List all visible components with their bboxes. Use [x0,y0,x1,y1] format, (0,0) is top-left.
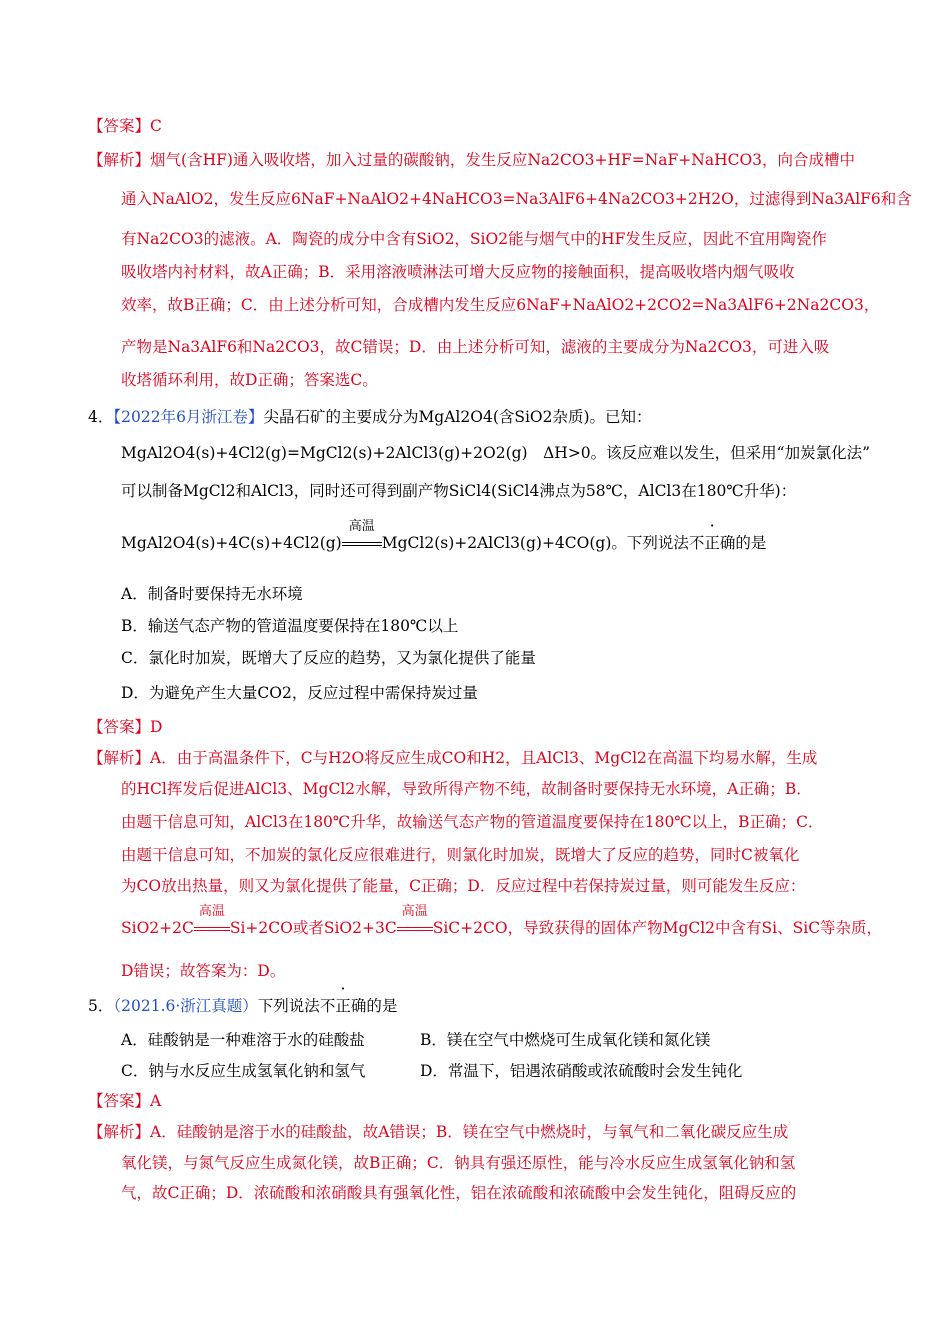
question-source: （2021.6·浙江真题） [113,997,258,1015]
emphasis-text: 不正确 [688,534,736,552]
q3-analysis-line: 产物是Na3AlF6和Na2CO3，故C错误；D．由上述分析可知，滤液的主要成分为Na2CO3，可进入吸 [121,338,830,356]
q5-option-b: B．镁在空气中燃烧可生成氧化镁和氮化镁 [420,1031,711,1049]
q4-equation-1: MgAl2O4(s)+4Cl2(g)=MgCl2(s)+2AlCl3(g)+2O2(g) ΔH>0。该反应难以发生，但采用“加炭氯化法” [121,444,871,462]
stem-end: 的是 [735,534,767,552]
q4-option-d: D．为避免产生大量CO2，反应过程中需保持炭过量 [121,684,478,702]
q4-stem [88,406,652,428]
q4-answer [88,716,162,738]
equation-left: MgAl2O4(s)+4C(s)+4Cl2(g) [121,534,342,552]
reaction-condition [397,904,433,939]
q3-analysis-line: 通入NaAlO2，发生反应6NaF+NaAlO2+4NaHCO3=Na3AlF6+4Na2CO3+2H2O，过滤得到Na3AlF6和含 [121,190,912,208]
q5-answer [88,1090,161,1112]
q4-analysis-line [88,747,817,769]
condition-label: 高温 [198,904,225,919]
equation-right: MgCl2(s)+2AlCl3(g)+4CO(g)。下列说法 [381,534,689,552]
q4-analysis-line: 由题干信息可知，不加炭的氯化反应很难进行，则氯化时加炭，既增大了反应的趋势，同时C被氧化 [121,846,800,864]
question-number: 5． [88,997,114,1015]
q3-analysis-line [88,149,855,171]
question-source: 【2022年6月浙江卷】 [113,408,264,426]
q4-analysis-line: 由题干信息可知，AlCl3在180℃升华，故输送气态产物的管道温度要保持在180℃以上，B正确；C． [121,813,824,831]
q4-analysis-line: 为CO放出热量，则又为氯化提供了能量，C正确；D．反应过程中若保持炭过量，则可能发生反应： [121,877,806,895]
q5-stem [88,995,397,1017]
q4-option-a: A．制备时要保持无水环境 [121,585,303,603]
reaction-condition [194,904,230,939]
equation-right: SiC+2CO，导致获得的固体产物MgCl2中含有Si、SiC等杂质， [432,919,883,937]
analysis-tag: 【解析】 [88,749,151,767]
analysis-tag: 【解析】 [88,1123,151,1141]
q3-analysis-line: 收塔循环利用，故D正确；答案选C。 [121,371,378,389]
emphasis-text: 不正确 [319,997,367,1015]
q4-analysis-equations [121,904,883,939]
q4-analysis-line: 的HCl挥发后促进AlCl3、MgCl2水解，导致所得产物不纯，故制备时要保持无水环境，A正确；B． [121,780,812,798]
equation-right: Si+2CO或者SiO2+3C [229,919,397,937]
q3-analysis-line: 有Na2CO3的滤液。A．陶瓷的成分中含有SiO2，SiO2能与烟气中的HF发生反应，因此不宜用陶瓷作 [121,230,827,248]
question-number: 4． [88,408,114,426]
q5-option-c: C．钠与水反应生成氢氧化钠和氢气 [121,1062,366,1080]
q4-option-c: C．氯化时加炭，既增大了反应的趋势，又为氯化提供了能量 [121,649,536,667]
equation-left: SiO2+2C [121,919,194,937]
q4-stem-line: 可以制备MgCl2和AlCl3，同时还可得到副产物SiCl4(SiCl4沸点为58℃，AlCl3在180℃升华)： [121,482,797,500]
answer-value: A [150,1092,162,1110]
analysis-text: 烟气(含HF)通入吸收塔，加入过量的碳酸钠，发生反应Na2CO3+HF=NaF+NaHCO3，向合成槽中 [150,151,856,169]
answer-tag: 【答案】 [88,718,151,736]
analysis-text: A．硅酸钠是溶于水的硅酸盐，故A错误；B．镁在空气中燃烧时，与氧气和二氧化碳反应生成 [150,1123,789,1141]
q4-equation-2 [121,519,767,554]
q5-analysis-line [88,1121,788,1143]
q4-analysis-final: D错误；故答案为：D。 [121,962,286,980]
answer-value: C [150,117,162,135]
answer-tag: 【答案】 [88,117,151,135]
q3-analysis-line: 效率，故B正确；C．由上述分析可知，合成槽内发生反应6NaF+NaAlO2+2CO2=Na3AlF6+2Na2CO3， [121,296,880,314]
question-text: 尖晶石矿的主要成分为MgAl2O4(含SiO2杂质)。已知： [263,408,652,426]
analysis-text: A．由于高温条件下，C与H2O将反应生成CO和H2，且AlCl3、MgCl2在高温下均易水解，生成 [150,749,818,767]
q4-option-b: B．输送气态产物的管道温度要保持在180℃以上 [121,617,459,635]
question-text: 下列说法 [257,997,320,1015]
q5-option-d: D．常温下，铝遇浓硝酸或浓硫酸时会发生钝化 [420,1062,743,1080]
q3-analysis-line: 吸收塔内衬材料，故A正确；B．采用溶液喷淋法可增大反应物的接触面积，提高吸收塔内烟气吸收 [121,263,795,281]
q5-analysis-line: 氧化镁，与氮气反应生成氮化镁，故B正确；C．钠具有强还原性，能与冷水反应生成氢氧化钠和氢 [121,1154,796,1172]
q5-analysis-line: 气，故C正确；D．浓硫酸和浓硝酸具有强氧化性，铝在浓硫酸和浓硫酸中会发生钝化，阻碍反应的 [121,1184,797,1202]
reaction-condition [342,519,382,554]
q3-answer [88,115,162,137]
condition-label: 高温 [401,904,428,919]
condition-label: 高温 [348,519,375,534]
answer-tag: 【答案】 [88,1092,151,1110]
stem-end: 的是 [366,997,398,1015]
analysis-tag: 【解析】 [88,151,151,169]
q5-option-a: A．硅酸钠是一种难溶于水的硅酸盐 [121,1031,365,1049]
answer-value: D [150,718,163,736]
